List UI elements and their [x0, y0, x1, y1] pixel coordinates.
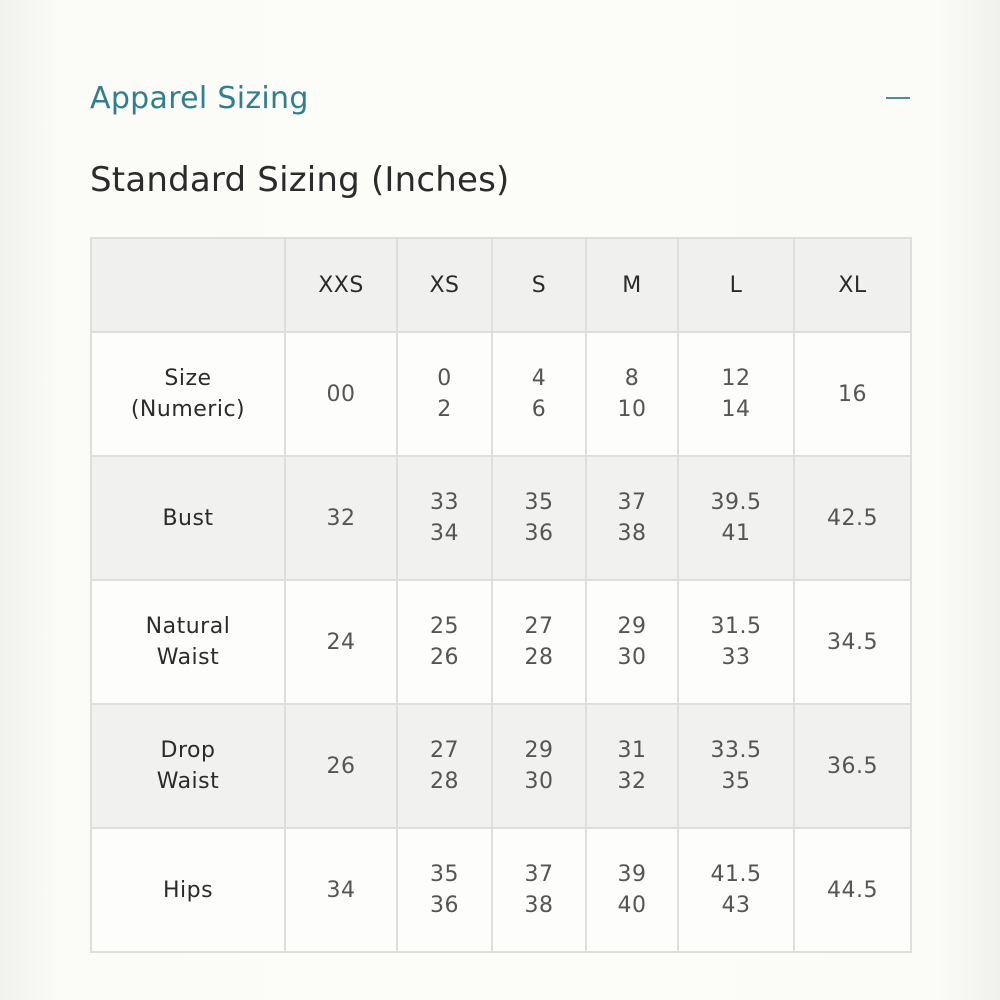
table-cell: 42.5	[794, 456, 911, 580]
table-row	[91, 828, 911, 952]
table-cell: 12 14	[678, 332, 794, 456]
table-cell: 44.5	[794, 828, 911, 952]
table-cell: 29 30	[492, 704, 586, 828]
table-cell: 37 38	[492, 828, 586, 952]
table-cell: 16	[794, 332, 911, 456]
table-cell: 41.5 43	[678, 828, 794, 952]
table-cell: 29 30	[586, 580, 678, 704]
table-header-cell: M	[586, 238, 678, 332]
table-header-row	[91, 238, 911, 332]
minus-icon[interactable]	[886, 86, 910, 110]
accordion-title: Apparel Sizing	[90, 80, 309, 116]
table-cell: 34.5	[794, 580, 911, 704]
table-cell: 39.5 41	[678, 456, 794, 580]
table-cell: 0 2	[397, 332, 492, 456]
table-header-cell: XXS	[285, 238, 397, 332]
table-header-cell	[91, 238, 285, 332]
row-label: Hips	[91, 828, 285, 952]
table-header-cell: L	[678, 238, 794, 332]
table-row	[91, 580, 911, 704]
table-cell: 32	[285, 456, 397, 580]
table-cell: 26	[285, 704, 397, 828]
table-cell: 00	[285, 332, 397, 456]
row-label: Natural Waist	[91, 580, 285, 704]
table-header-cell: S	[492, 238, 586, 332]
table-cell: 34	[285, 828, 397, 952]
section-title: Standard Sizing (Inches)	[90, 160, 510, 200]
table-cell: 36.5	[794, 704, 911, 828]
row-label: Bust	[91, 456, 285, 580]
table-cell: 24	[285, 580, 397, 704]
table-header-cell: XL	[794, 238, 911, 332]
table-cell: 35 36	[397, 828, 492, 952]
row-label: Drop Waist	[91, 704, 285, 828]
table-header-cell: XS	[397, 238, 492, 332]
table-cell: 33.5 35	[678, 704, 794, 828]
table-cell: 39 40	[586, 828, 678, 952]
table-cell: 27 28	[397, 704, 492, 828]
table-cell: 31.5 33	[678, 580, 794, 704]
row-label: Size (Numeric)	[91, 332, 285, 456]
table-row	[91, 332, 911, 456]
table-row	[91, 456, 911, 580]
table-cell: 37 38	[586, 456, 678, 580]
table-cell: 8 10	[586, 332, 678, 456]
table-cell: 33 34	[397, 456, 492, 580]
table-cell: 27 28	[492, 580, 586, 704]
table-cell: 35 36	[492, 456, 586, 580]
table-row	[91, 704, 911, 828]
table-cell: 25 26	[397, 580, 492, 704]
table-cell: 4 6	[492, 332, 586, 456]
accordion-header-apparel-sizing[interactable]	[90, 78, 910, 118]
size-table	[90, 237, 912, 953]
table-cell: 31 32	[586, 704, 678, 828]
